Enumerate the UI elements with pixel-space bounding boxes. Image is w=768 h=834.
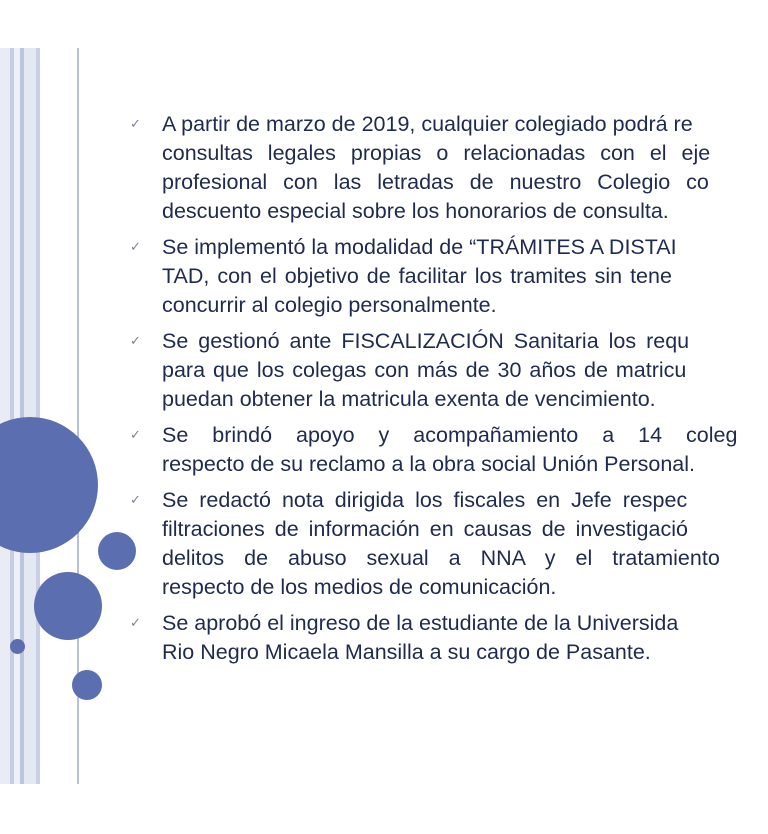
checkmark-icon: ✓	[130, 616, 141, 631]
bullet-line: TAD, con el objetivo de facilitar los tramites sin tene	[162, 264, 672, 288]
bullet-line: descuento especial sobre los honorarios de consulta.	[162, 199, 669, 223]
checkmark-icon: ✓	[130, 493, 141, 508]
bullet-line: delitos de abuso sexual a NNA y el tratamiento	[162, 546, 720, 570]
bullet-line: Se gestionó ante FISCALIZACIÓN Sanitaria los requ	[162, 329, 690, 353]
bullet-item	[130, 609, 754, 667]
checkmark-icon: ✓	[130, 334, 141, 349]
bullet-item	[130, 486, 754, 602]
bullet-line: puedan obtener la matricula exenta de vencimiento.	[162, 387, 656, 411]
bullet-line: Se redactó nota dirigida los fiscales en Jefe respec	[162, 488, 688, 512]
bullet-line: para que los colegas con más de 30 años de matricu	[162, 358, 687, 382]
bullet-item	[130, 421, 754, 479]
bullet-item	[130, 233, 754, 320]
decorative-stripe	[24, 48, 36, 784]
bullet-line: respecto de los medios de comunicación.	[162, 575, 557, 599]
decorative-circle-medium	[34, 572, 102, 640]
bullet-line: Rio Negro Micaela Mansilla a su cargo de Pasante.	[162, 640, 651, 664]
bullet-line: concurrir al colegio personalmente.	[162, 293, 497, 317]
bullet-line: profesional con las letradas de nuestro Colegio co	[162, 170, 709, 194]
bullet-line: filtraciones de información en causas de investigació	[162, 517, 688, 541]
bullet-item	[130, 110, 754, 226]
decorative-circle-small	[72, 670, 102, 700]
bullet-line: Se implementó la modalidad de “TRÁMITES A DISTAI	[162, 235, 677, 259]
decorative-circle-tiny	[10, 639, 25, 654]
bullet-line: A partir de marzo de 2019, cualquier colegiado podrá re	[162, 112, 693, 136]
bullet-list	[130, 110, 754, 674]
bullet-line: respecto de su reclamo a la obra social Unión Personal.	[162, 452, 696, 476]
checkmark-icon: ✓	[130, 428, 141, 443]
decorative-circle-large	[0, 417, 98, 553]
bullet-line: Se aprobó el ingreso de la estudiante de la Universida	[162, 611, 679, 635]
bullet-item	[130, 327, 754, 414]
decorative-stripe	[36, 48, 40, 784]
checkmark-icon: ✓	[130, 117, 141, 132]
bullet-line: consultas legales propias o relacionadas con el eje	[162, 141, 711, 165]
bullet-line: Se brindó apoyo y acompañamiento a 14 coleg	[162, 423, 738, 447]
checkmark-icon: ✓	[130, 240, 141, 255]
decorative-stripe	[0, 48, 10, 784]
